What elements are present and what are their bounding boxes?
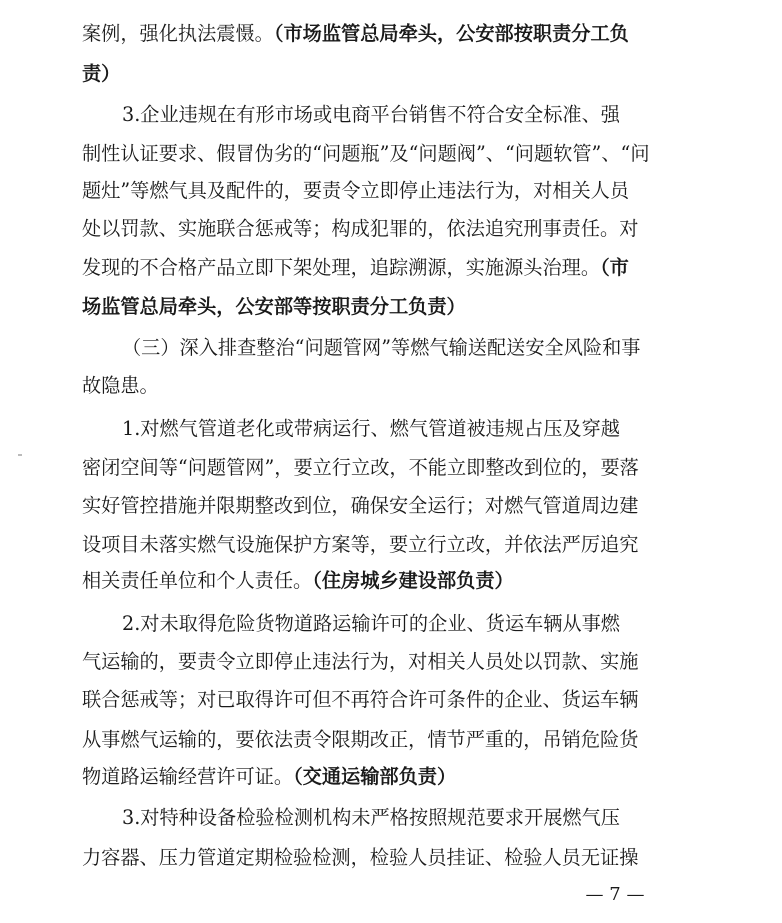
text-line-3 xyxy=(122,95,682,135)
text-line-7 xyxy=(82,248,682,288)
text-line-5 xyxy=(82,171,682,211)
text-line-18 xyxy=(82,680,682,720)
line-text: 故隐患。 xyxy=(82,374,159,397)
line-text: 气运输的，要责令立即停止违法行为，对相关人员处以罚款、实施 xyxy=(82,650,639,673)
text-line-2 xyxy=(82,54,682,94)
text-line-14 xyxy=(82,525,682,565)
text-line-13 xyxy=(82,486,682,526)
text-line-20 xyxy=(82,757,682,797)
text-line-15 xyxy=(82,561,682,601)
line-bold-text: （交通运输部负责） xyxy=(293,765,457,788)
text-line-11 xyxy=(122,409,682,449)
text-line-8 xyxy=(82,287,682,327)
line-text: 物道路运输经营许可证。 xyxy=(82,765,294,788)
line-text: 制性认证要求、假冒伪劣的“问题瓶”及“问题阀”、“问题软管”、“问 xyxy=(82,142,650,165)
line-text: 题灶”等燃气具及配件的，要责令立即停止违法行为，对相关人员 xyxy=(82,179,630,202)
text-line-16 xyxy=(122,604,682,644)
line-text: 处以罚款、实施联合惩戒等；构成犯罪的，依法追究刑事责任。对 xyxy=(82,217,639,240)
line-text: 案例，强化执法震慑。 xyxy=(82,22,274,45)
line-text: 实好管控措施并限期整改到位，确保安全运行；对燃气管道周边建 xyxy=(82,494,639,517)
text-line-22 xyxy=(82,838,682,878)
line-text: 联合惩戒等；对已取得许可但不再符合许可条件的企业、货运车辆 xyxy=(82,688,639,711)
line-bold-text: （市场监管总局牵头，公安部按职责分工负 xyxy=(273,22,629,45)
line-bold-text: （住房城乡建设部负责） xyxy=(312,569,514,592)
text-line-6 xyxy=(82,209,682,249)
line-bold-text: （市 xyxy=(600,256,629,279)
section-heading-line-2 xyxy=(82,366,682,406)
line-text: 3.企业违规在有形市场或电商平台销售不符合安全标准、强 xyxy=(122,103,620,126)
scan-speck xyxy=(18,454,22,456)
line-bold-text: 责） xyxy=(82,62,121,85)
page-number: — 7 — xyxy=(585,884,645,905)
section-heading-line-1 xyxy=(122,328,682,368)
text-line-1 xyxy=(82,14,682,54)
text-line-19 xyxy=(82,720,682,760)
line-text: 从事燃气运输的，要依法责令限期改正，情节严重的，吊销危险货 xyxy=(82,728,639,751)
line-text: 3.对特种设备检验检测机构未严格按照规范要求开展燃气压 xyxy=(122,806,620,829)
line-text: 1.对燃气管道老化或带病运行、燃气管道被违规占压及穿越 xyxy=(122,417,620,440)
line-text: 2.对未取得危险货物道路运输许可的企业、货运车辆从事燃 xyxy=(122,612,620,635)
text-line-4 xyxy=(82,134,682,174)
line-text: 力容器、压力管道定期检验检测，检验人员挂证、检验人员无证操 xyxy=(82,846,639,869)
line-text: （三）深入排查整治“问题管网”等燃气输送配送安全风险和事 xyxy=(122,336,641,359)
line-text: 密闭空间等“问题管网”，要立行立改，不能立即整改到位的，要落 xyxy=(82,456,639,479)
line-text: 设项目未落实燃气设施保护方案等，要立行立改，并依法严厉追究 xyxy=(82,533,639,556)
line-bold-text: 场监管总局牵头，公安部等按职责分工负责） xyxy=(82,295,466,318)
line-text: 发现的不合格产品立即下架处理，追踪溯源，实施源头治理。 xyxy=(82,256,601,279)
text-line-17 xyxy=(82,642,682,682)
text-line-12 xyxy=(82,448,682,488)
line-text: 相关责任单位和个人责任。 xyxy=(82,569,313,592)
text-line-21 xyxy=(122,798,682,838)
